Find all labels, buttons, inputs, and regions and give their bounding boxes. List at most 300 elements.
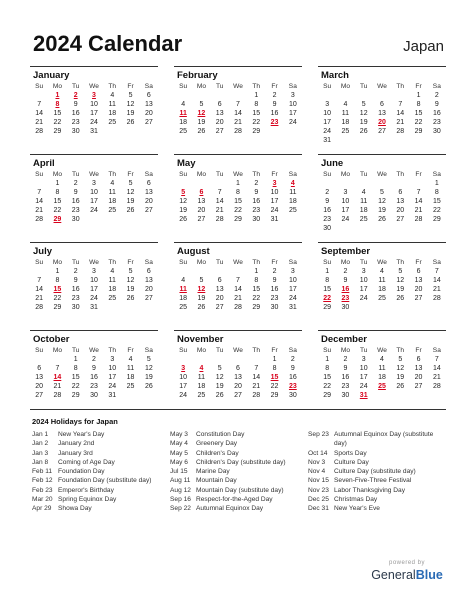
day-cell: 26 — [179, 216, 188, 223]
day-cell: 4 — [380, 356, 384, 363]
weekday-header: Su — [179, 83, 188, 90]
week-row — [30, 179, 158, 188]
holiday-date: Aug 12 — [170, 486, 191, 494]
day-cell: 18 — [179, 295, 188, 302]
holiday-date: May 6 — [170, 458, 188, 466]
week-row — [318, 355, 446, 364]
holiday-name: Culture Day — [334, 458, 369, 466]
holiday-name: Children's Day (substitute day) — [196, 458, 286, 466]
day-cell: 30 — [71, 128, 80, 135]
day-cell: 4 — [181, 101, 186, 108]
day-cell: 19 — [144, 374, 153, 381]
day-cell: 7 — [398, 101, 403, 108]
empty-cell — [373, 91, 391, 100]
day-cell: 14 — [432, 277, 441, 284]
empty-cell — [211, 179, 229, 188]
holiday-item — [30, 504, 168, 513]
day-cell: 17 — [90, 286, 98, 293]
day-cell: 23 — [252, 207, 261, 214]
holiday-date: Nov 4 — [308, 468, 326, 476]
months-grid — [30, 66, 446, 408]
weekday-header: Fr — [271, 347, 278, 354]
empty-cell — [140, 127, 158, 136]
month-grid — [174, 170, 302, 224]
empty-cell — [229, 355, 247, 364]
day-cell: 8 — [236, 189, 240, 196]
day-cell: 22 — [252, 119, 261, 126]
day-cell: 20 — [35, 383, 44, 390]
day-cell: 18 — [179, 119, 188, 126]
holiday-date: Sep 23 — [308, 431, 329, 438]
day-cell: 6 — [217, 101, 222, 108]
month-december — [318, 330, 446, 408]
day-cell: 3 — [325, 101, 330, 108]
day-cell: 1 — [416, 92, 421, 99]
day-cell: 27 — [414, 295, 423, 302]
holiday-item — [168, 449, 306, 458]
empty-cell — [409, 179, 427, 188]
day-cell: 4 — [380, 268, 384, 275]
day-cell: 1 — [254, 92, 259, 99]
day-cell: 4 — [361, 189, 366, 196]
weekday-header: Th — [396, 347, 405, 354]
day-cell: 11 — [108, 189, 116, 196]
day-cell: 1 — [434, 180, 439, 187]
day-cell: 9 — [73, 101, 78, 108]
empty-cell — [373, 391, 391, 400]
holiday-date: Oct 14 — [308, 449, 328, 457]
weekday-header: Fr — [127, 83, 134, 90]
day-cell: 16 — [71, 286, 80, 293]
day-cell: 6 — [217, 277, 222, 284]
day-cell: 17 — [90, 198, 98, 205]
day-cell: 17 — [108, 374, 117, 381]
week-row — [174, 373, 302, 382]
day-cell: 17 — [288, 110, 297, 117]
weekday-header: Sa — [432, 259, 441, 266]
day-cell: 18 — [108, 110, 117, 117]
day-cell: 9 — [290, 365, 295, 372]
week-row — [174, 188, 302, 197]
day-cell: 19 — [215, 383, 224, 390]
day-cell: 11 — [108, 101, 116, 108]
day-cell: 7 — [37, 277, 42, 284]
day-cell: 12 — [126, 277, 135, 284]
month-september — [318, 242, 446, 320]
week-row — [174, 382, 302, 391]
day-cell: 30 — [341, 392, 350, 399]
holiday-name: New Year's Day — [58, 431, 105, 438]
month-grid — [318, 170, 446, 233]
day-cell: 10 — [288, 101, 297, 108]
holiday-date: Nov 3 — [308, 458, 326, 466]
holiday-name: Foundation Day (substitute day) — [58, 477, 152, 485]
holiday-column — [30, 430, 168, 514]
holiday-day-cell: 12 — [197, 110, 206, 117]
holiday-day-cell: 11 — [179, 110, 187, 117]
day-cell: 31 — [90, 128, 98, 135]
day-cell: 5 — [128, 92, 133, 99]
day-cell: 8 — [254, 277, 259, 284]
holiday-name: Marine Day — [196, 468, 230, 476]
day-cell: 18 — [341, 119, 350, 126]
empty-cell — [140, 391, 158, 400]
day-cell: 10 — [90, 101, 98, 108]
holiday-column — [306, 430, 446, 514]
day-cell: 24 — [341, 216, 350, 223]
day-cell: 27 — [215, 128, 224, 135]
empty-cell — [428, 136, 446, 145]
empty-cell — [121, 303, 139, 312]
holiday-item — [168, 458, 306, 467]
week-row — [318, 303, 446, 312]
week-row — [318, 91, 446, 100]
brand-name — [371, 568, 443, 582]
day-cell: 22 — [252, 295, 261, 302]
day-cell: 19 — [126, 198, 135, 205]
weekday-header: Sa — [432, 171, 441, 178]
day-cell: 11 — [289, 189, 297, 196]
empty-cell — [409, 391, 427, 400]
week-row — [30, 206, 158, 215]
week-row — [174, 285, 302, 294]
day-cell: 11 — [378, 277, 386, 284]
day-cell: 13 — [144, 277, 153, 284]
day-cell: 11 — [126, 365, 135, 372]
weekday-header: Tu — [71, 171, 80, 178]
day-cell: 8 — [254, 101, 259, 108]
week-row — [30, 294, 158, 303]
day-cell: 9 — [254, 189, 259, 196]
weekday-header: Mo — [340, 347, 350, 354]
day-cell: 19 — [179, 207, 188, 214]
holiday-date: Sep 16 — [170, 496, 191, 504]
holiday-name: January 2nd — [58, 440, 95, 448]
holiday-day-cell: 11 — [179, 286, 187, 293]
weekday-header: Tu — [359, 83, 368, 90]
day-cell: 28 — [215, 216, 224, 223]
day-cell: 14 — [234, 286, 242, 293]
day-cell: 22 — [234, 207, 242, 214]
weekday-header: Fr — [127, 259, 134, 266]
holiday-name: Constitution Day — [196, 431, 245, 438]
day-cell: 10 — [359, 277, 368, 284]
empty-cell — [103, 215, 121, 224]
day-cell: 13 — [35, 374, 44, 381]
day-cell: 12 — [396, 277, 405, 284]
week-row — [318, 285, 446, 294]
week-row — [318, 188, 446, 197]
day-cell: 26 — [396, 383, 405, 390]
day-cell: 10 — [179, 374, 188, 381]
weekday-header: Tu — [359, 171, 368, 178]
holiday-day-cell: 15 — [53, 286, 62, 293]
holiday-item — [306, 495, 446, 504]
weekday-header: Th — [108, 347, 117, 354]
day-cell: 24 — [90, 119, 98, 126]
day-cell: 28 — [432, 295, 441, 302]
empty-cell — [247, 355, 265, 364]
weekday-header: Sa — [144, 83, 153, 90]
day-cell: 29 — [71, 392, 80, 399]
day-cell: 24 — [179, 392, 188, 399]
day-cell: 17 — [90, 110, 98, 117]
month-grid — [30, 346, 158, 400]
day-cell: 28 — [234, 128, 242, 135]
weekday-header: Su — [323, 171, 332, 178]
day-cell: 13 — [197, 198, 206, 205]
empty-cell — [140, 303, 158, 312]
day-cell: 21 — [432, 374, 441, 381]
holiday-item — [30, 439, 168, 448]
holiday-date: May 4 — [170, 440, 188, 448]
month-july — [30, 242, 158, 320]
month-name: March — [321, 70, 349, 81]
day-cell: 2 — [272, 268, 277, 275]
holiday-day-cell: 23 — [270, 119, 279, 126]
weekday-header: Su — [179, 347, 188, 354]
day-cell: 25 — [108, 119, 117, 126]
day-cell: 12 — [215, 374, 224, 381]
day-cell: 8 — [55, 277, 60, 284]
holiday-name: Sports Day — [334, 449, 367, 457]
day-cell: 2 — [73, 268, 78, 275]
day-cell: 6 — [146, 268, 151, 275]
day-cell: 18 — [378, 286, 386, 293]
holiday-item — [168, 439, 306, 448]
empty-cell — [373, 179, 391, 188]
day-cell: 18 — [378, 374, 386, 381]
day-cell: 24 — [108, 383, 117, 390]
day-cell: 13 — [144, 189, 153, 196]
month-august — [174, 242, 302, 320]
holiday-day-cell: 25 — [378, 383, 386, 390]
day-cell: 9 — [73, 277, 78, 284]
week-row — [174, 91, 302, 100]
day-cell: 30 — [252, 216, 261, 223]
week-row — [318, 136, 446, 145]
week-row — [318, 382, 446, 391]
empty-cell — [30, 267, 48, 276]
day-cell: 7 — [434, 356, 439, 363]
holiday-day-cell: 14 — [53, 374, 62, 381]
day-cell: 21 — [414, 207, 423, 214]
empty-cell — [391, 91, 409, 100]
month-february — [174, 66, 302, 144]
week-row — [318, 215, 446, 224]
day-cell: 16 — [90, 374, 98, 381]
day-cell: 2 — [343, 268, 348, 275]
day-cell: 28 — [414, 216, 423, 223]
weekday-header: Fr — [271, 83, 278, 90]
day-cell: 19 — [396, 286, 405, 293]
week-row — [30, 285, 158, 294]
month-grid — [30, 82, 158, 136]
day-cell: 13 — [378, 110, 386, 117]
day-cell: 16 — [432, 110, 441, 117]
holiday-day-cell: 3 — [92, 92, 96, 99]
holiday-item — [30, 458, 168, 467]
week-row — [30, 215, 158, 224]
day-cell: 17 — [359, 286, 368, 293]
weekday-header: We — [377, 347, 387, 354]
day-cell: 4 — [110, 268, 115, 275]
holiday-date: Feb 23 — [32, 486, 53, 494]
weekday-header: Mo — [196, 83, 206, 90]
week-row — [318, 100, 446, 109]
day-cell: 30 — [341, 304, 350, 311]
month-name: April — [33, 158, 55, 169]
holiday-day-cell: 6 — [199, 189, 204, 196]
day-cell: 23 — [432, 119, 441, 126]
day-cell: 4 — [343, 101, 348, 108]
day-cell: 26 — [144, 383, 153, 390]
month-june — [318, 154, 446, 232]
empty-cell — [336, 179, 354, 188]
day-cell: 9 — [73, 189, 78, 196]
day-cell: 24 — [288, 295, 297, 302]
weekday-header: Mo — [196, 171, 206, 178]
empty-cell — [391, 224, 409, 233]
day-cell: 27 — [414, 383, 423, 390]
week-row — [318, 206, 446, 215]
day-cell: 25 — [197, 392, 206, 399]
country-name: Japan — [403, 38, 444, 55]
day-cell: 26 — [215, 392, 224, 399]
day-cell: 3 — [290, 268, 295, 275]
day-cell: 29 — [53, 128, 62, 135]
brand-name-blue: Blue — [415, 568, 443, 582]
day-cell: 9 — [272, 101, 277, 108]
day-cell: 17 — [323, 119, 332, 126]
day-cell: 18 — [197, 383, 206, 390]
month-october — [30, 330, 158, 408]
day-cell: 19 — [396, 374, 405, 381]
day-cell: 31 — [288, 304, 297, 311]
day-cell: 9 — [343, 365, 348, 372]
holiday-day-cell: 5 — [181, 189, 186, 196]
empty-cell — [284, 215, 302, 224]
empty-cell — [373, 224, 391, 233]
holiday-day-cell: 1 — [55, 92, 60, 99]
holiday-name: Labor Thanksgiving Day — [334, 486, 405, 494]
day-cell: 24 — [359, 383, 368, 390]
week-row — [174, 276, 302, 285]
weekday-header: Sa — [144, 347, 153, 354]
day-cell: 13 — [144, 101, 153, 108]
holiday-item — [30, 486, 168, 495]
day-cell: 29 — [270, 392, 279, 399]
day-cell: 29 — [53, 304, 62, 311]
weekday-header: Su — [323, 347, 332, 354]
day-cell: 10 — [323, 110, 332, 117]
day-cell: 1 — [55, 268, 60, 275]
day-cell: 1 — [272, 356, 277, 363]
day-cell: 7 — [236, 277, 240, 284]
week-row — [30, 382, 158, 391]
day-cell: 29 — [234, 216, 242, 223]
day-cell: 28 — [432, 383, 441, 390]
weekday-header: Mo — [340, 259, 350, 266]
holiday-name: Culture Day (substitute day) — [334, 468, 416, 476]
day-cell: 5 — [361, 101, 366, 108]
day-cell: 23 — [71, 207, 80, 214]
weekday-header: We — [233, 347, 243, 354]
week-row — [30, 364, 158, 373]
holiday-item — [168, 486, 306, 495]
holiday-item — [306, 449, 446, 458]
month-name: July — [33, 246, 53, 257]
day-cell: 6 — [416, 268, 421, 275]
day-cell: 18 — [126, 374, 135, 381]
holiday-name: Coming of Age Day — [58, 458, 115, 466]
weekday-header: Th — [252, 83, 261, 90]
day-cell: 16 — [71, 110, 80, 117]
week-row — [318, 109, 446, 118]
day-cell: 28 — [53, 392, 62, 399]
day-cell: 4 — [181, 277, 186, 284]
holiday-column — [168, 430, 306, 514]
day-cell: 15 — [53, 110, 62, 117]
empty-cell — [391, 303, 409, 312]
holiday-date: Jan 2 — [32, 440, 49, 448]
weekday-header: Mo — [52, 347, 62, 354]
day-cell: 20 — [144, 286, 153, 293]
empty-cell — [428, 391, 446, 400]
brand-logo[interactable] — [371, 560, 443, 582]
day-cell: 21 — [234, 295, 242, 302]
empty-cell — [355, 179, 373, 188]
day-cell: 11 — [378, 365, 386, 372]
holiday-name: Mountain Day (substitute day) — [196, 486, 284, 494]
day-cell: 13 — [414, 277, 423, 284]
holiday-day-cell: 31 — [359, 392, 368, 399]
day-cell: 9 — [343, 277, 348, 284]
day-cell: 5 — [199, 101, 204, 108]
day-cell: 7 — [37, 101, 42, 108]
day-cell: 28 — [35, 216, 44, 223]
weekday-header: Su — [35, 259, 44, 266]
holiday-item — [168, 495, 306, 504]
holiday-date: Jan 8 — [32, 458, 49, 466]
day-cell: 16 — [270, 110, 279, 117]
day-cell: 18 — [108, 198, 117, 205]
day-cell: 20 — [197, 207, 206, 214]
day-cell: 24 — [323, 128, 332, 135]
day-cell: 19 — [197, 295, 206, 302]
day-cell: 11 — [360, 198, 368, 205]
weekday-header: We — [89, 83, 99, 90]
day-cell: 28 — [252, 392, 261, 399]
day-cell: 24 — [270, 207, 279, 214]
powered-by-text: powered by — [388, 560, 426, 566]
week-row — [30, 109, 158, 118]
empty-cell — [211, 267, 229, 276]
weekday-header: Fr — [127, 171, 134, 178]
day-cell: 20 — [144, 110, 153, 117]
holiday-date: May 5 — [170, 449, 188, 457]
empty-cell — [174, 355, 192, 364]
weekday-header: Tu — [71, 347, 80, 354]
holiday-name: Greenery Day — [196, 440, 238, 448]
holiday-name: Autumnal Equinox Day — [196, 505, 264, 513]
week-row — [318, 373, 446, 382]
day-cell: 30 — [71, 216, 80, 223]
calendar-title: 2024 Calendar — [33, 31, 183, 56]
day-cell: 14 — [234, 110, 242, 117]
day-cell: 21 — [396, 119, 405, 126]
holiday-name: Showa Day — [58, 505, 92, 513]
